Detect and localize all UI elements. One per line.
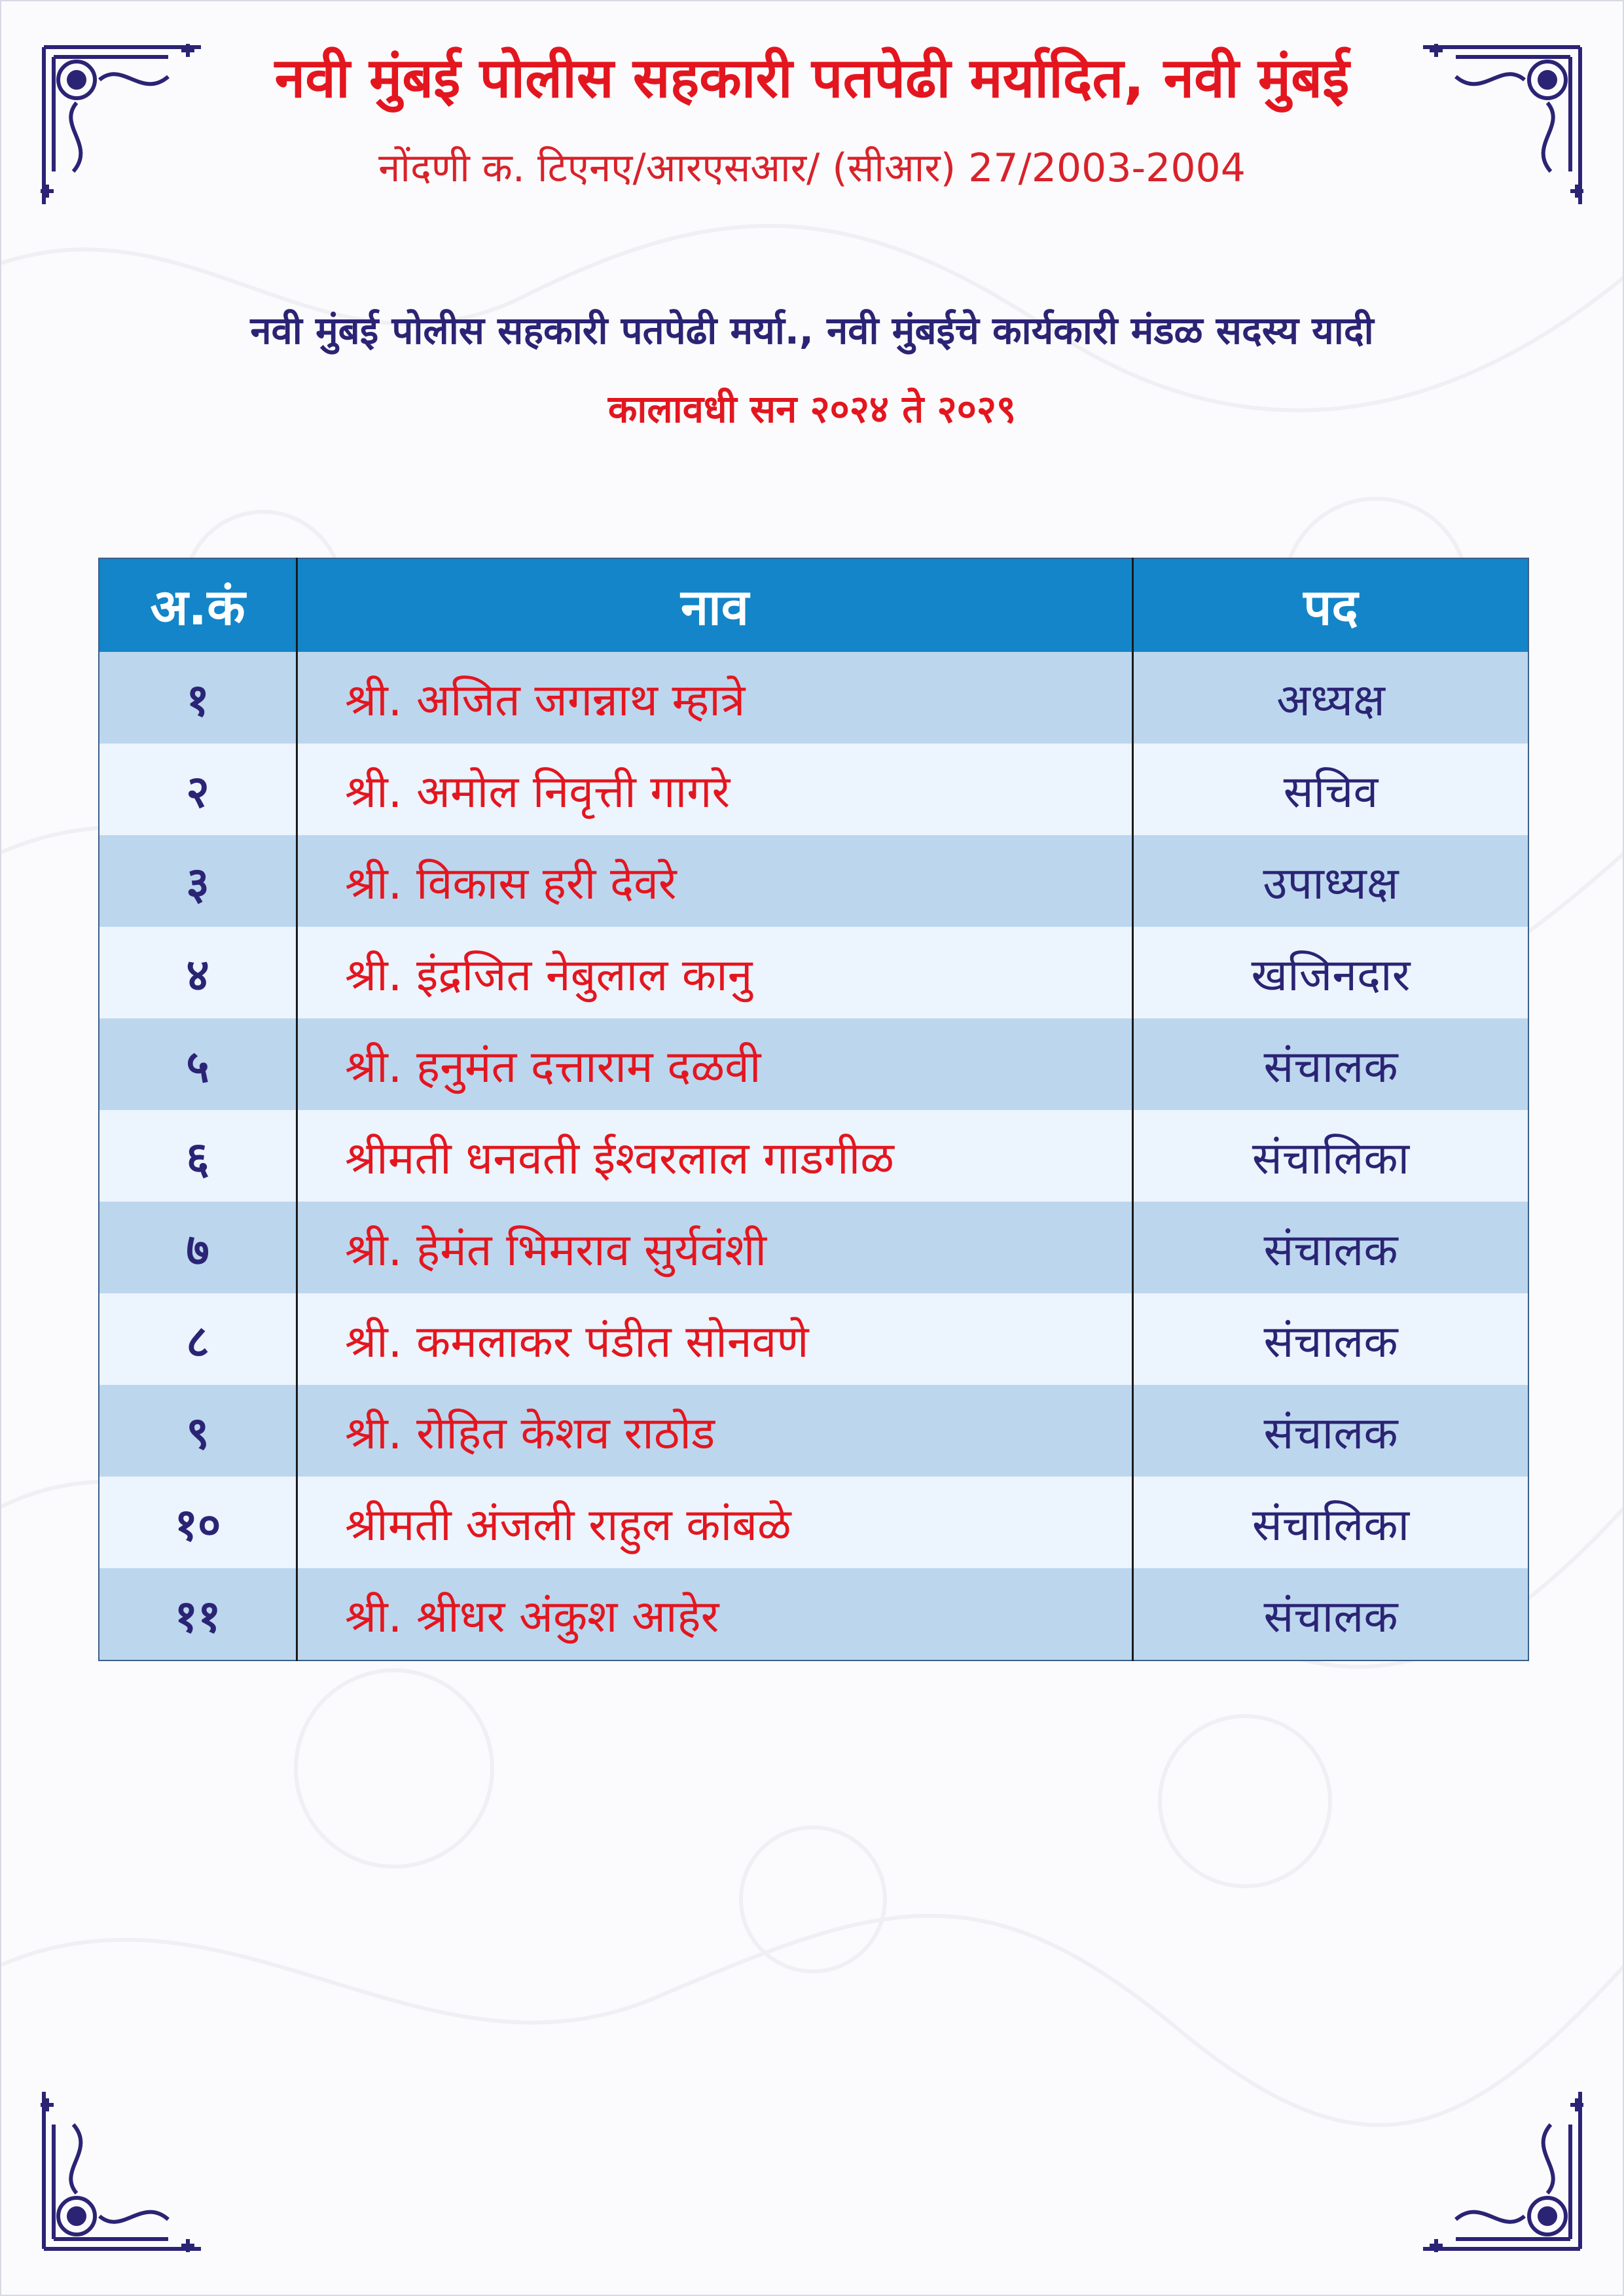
registration-number: नोंदणी क. टिएनए/आरएसआर/ (सीआर) 27/2003-2004	[378, 145, 1246, 191]
ornamental-corner-icon	[37, 2085, 208, 2255]
member-name-cell	[297, 1477, 1133, 1568]
serial-no: १०	[99, 1477, 297, 1568]
header-post: पद	[1133, 558, 1529, 652]
member-name: श्री. विकास हरी देवरे	[345, 857, 677, 910]
header-serial-no: अ.कं	[99, 558, 297, 652]
ornamental-corner-icon	[1416, 2085, 1587, 2255]
serial-no: ७	[99, 1202, 297, 1293]
member-name: श्री. अजित जगन्नाथ म्हात्रे	[345, 674, 746, 726]
serial-no: ४	[99, 927, 297, 1018]
member-name: श्रीमती धनवती ईश्वरलाल गाडगीळ	[345, 1132, 894, 1185]
table-row	[99, 1385, 1528, 1477]
member-post: उपाध्यक्ष	[1133, 835, 1529, 927]
serial-no: १	[99, 652, 297, 744]
serial-no: ३	[99, 835, 297, 927]
member-post: खजिनदार	[1133, 927, 1529, 1018]
table-row	[99, 652, 1528, 744]
member-name-cell	[297, 1110, 1133, 1202]
member-post: संचालक	[1133, 1018, 1529, 1110]
table-row	[99, 1018, 1528, 1110]
member-name: श्रीमती अंजली राहुल कांबळे	[345, 1499, 791, 1551]
serial-no: ५	[99, 1018, 297, 1110]
member-name-cell	[297, 1293, 1133, 1385]
table-row	[99, 1202, 1528, 1293]
member-name: श्री. श्रीधर अंकुश आहेर	[345, 1590, 719, 1643]
member-name-cell	[297, 744, 1133, 835]
member-name-cell	[297, 1385, 1133, 1477]
member-name-cell	[297, 1202, 1133, 1293]
member-post: संचालिका	[1133, 1110, 1529, 1202]
member-name-cell	[297, 835, 1133, 927]
member-name: श्री. कमलाकर पंडीत सोनवणे	[345, 1316, 809, 1368]
term-period: कालावधी सन २०२४ ते २०२९	[607, 387, 1017, 431]
member-post: संचालक	[1133, 1568, 1529, 1660]
table-header-row	[99, 558, 1528, 652]
table-row	[99, 835, 1528, 927]
table-row	[99, 1293, 1528, 1385]
members-table	[98, 558, 1529, 1661]
member-name: श्री. हनुमंत दत्ताराम दळवी	[345, 1041, 761, 1093]
member-post: संचालिका	[1133, 1477, 1529, 1568]
society-title: नवी मुंबई पोलीस सहकारी पतपेढी मर्यादित, नवी मुंबई	[274, 46, 1350, 110]
table-row	[99, 927, 1528, 1018]
member-name-cell	[297, 652, 1133, 744]
member-name-cell	[297, 927, 1133, 1018]
serial-no: ११	[99, 1568, 297, 1660]
member-post: संचालक	[1133, 1293, 1529, 1385]
serial-no: ६	[99, 1110, 297, 1202]
table-row	[99, 1110, 1528, 1202]
member-post: संचालक	[1133, 1385, 1529, 1477]
member-post: संचालक	[1133, 1202, 1529, 1293]
member-name: श्री. इंद्रजित नेबुलाल कानु	[345, 949, 753, 1001]
member-name: श्री. हेमंत भिमराव सुर्यवंशी	[345, 1224, 767, 1276]
serial-no: ९	[99, 1385, 297, 1477]
member-name-cell	[297, 1018, 1133, 1110]
header-name: नाव	[297, 558, 1133, 652]
list-subtitle: नवी मुंबई पोलीस सहकारी पतपेढी मर्या., नवी मुंबईचे कार्यकारी मंडळ सदस्य यादी	[250, 308, 1374, 353]
member-name: श्री. रोहित केशव राठोड	[345, 1407, 715, 1460]
serial-no: २	[99, 744, 297, 835]
serial-no: ८	[99, 1293, 297, 1385]
member-name: श्री. अमोल निवृत्ती गागरे	[345, 766, 731, 818]
member-post: सचिव	[1133, 744, 1529, 835]
member-post: अध्यक्ष	[1133, 652, 1529, 744]
table-row	[99, 1568, 1528, 1660]
table-row	[99, 744, 1528, 835]
table-row	[99, 1477, 1528, 1568]
member-name-cell	[297, 1568, 1133, 1660]
